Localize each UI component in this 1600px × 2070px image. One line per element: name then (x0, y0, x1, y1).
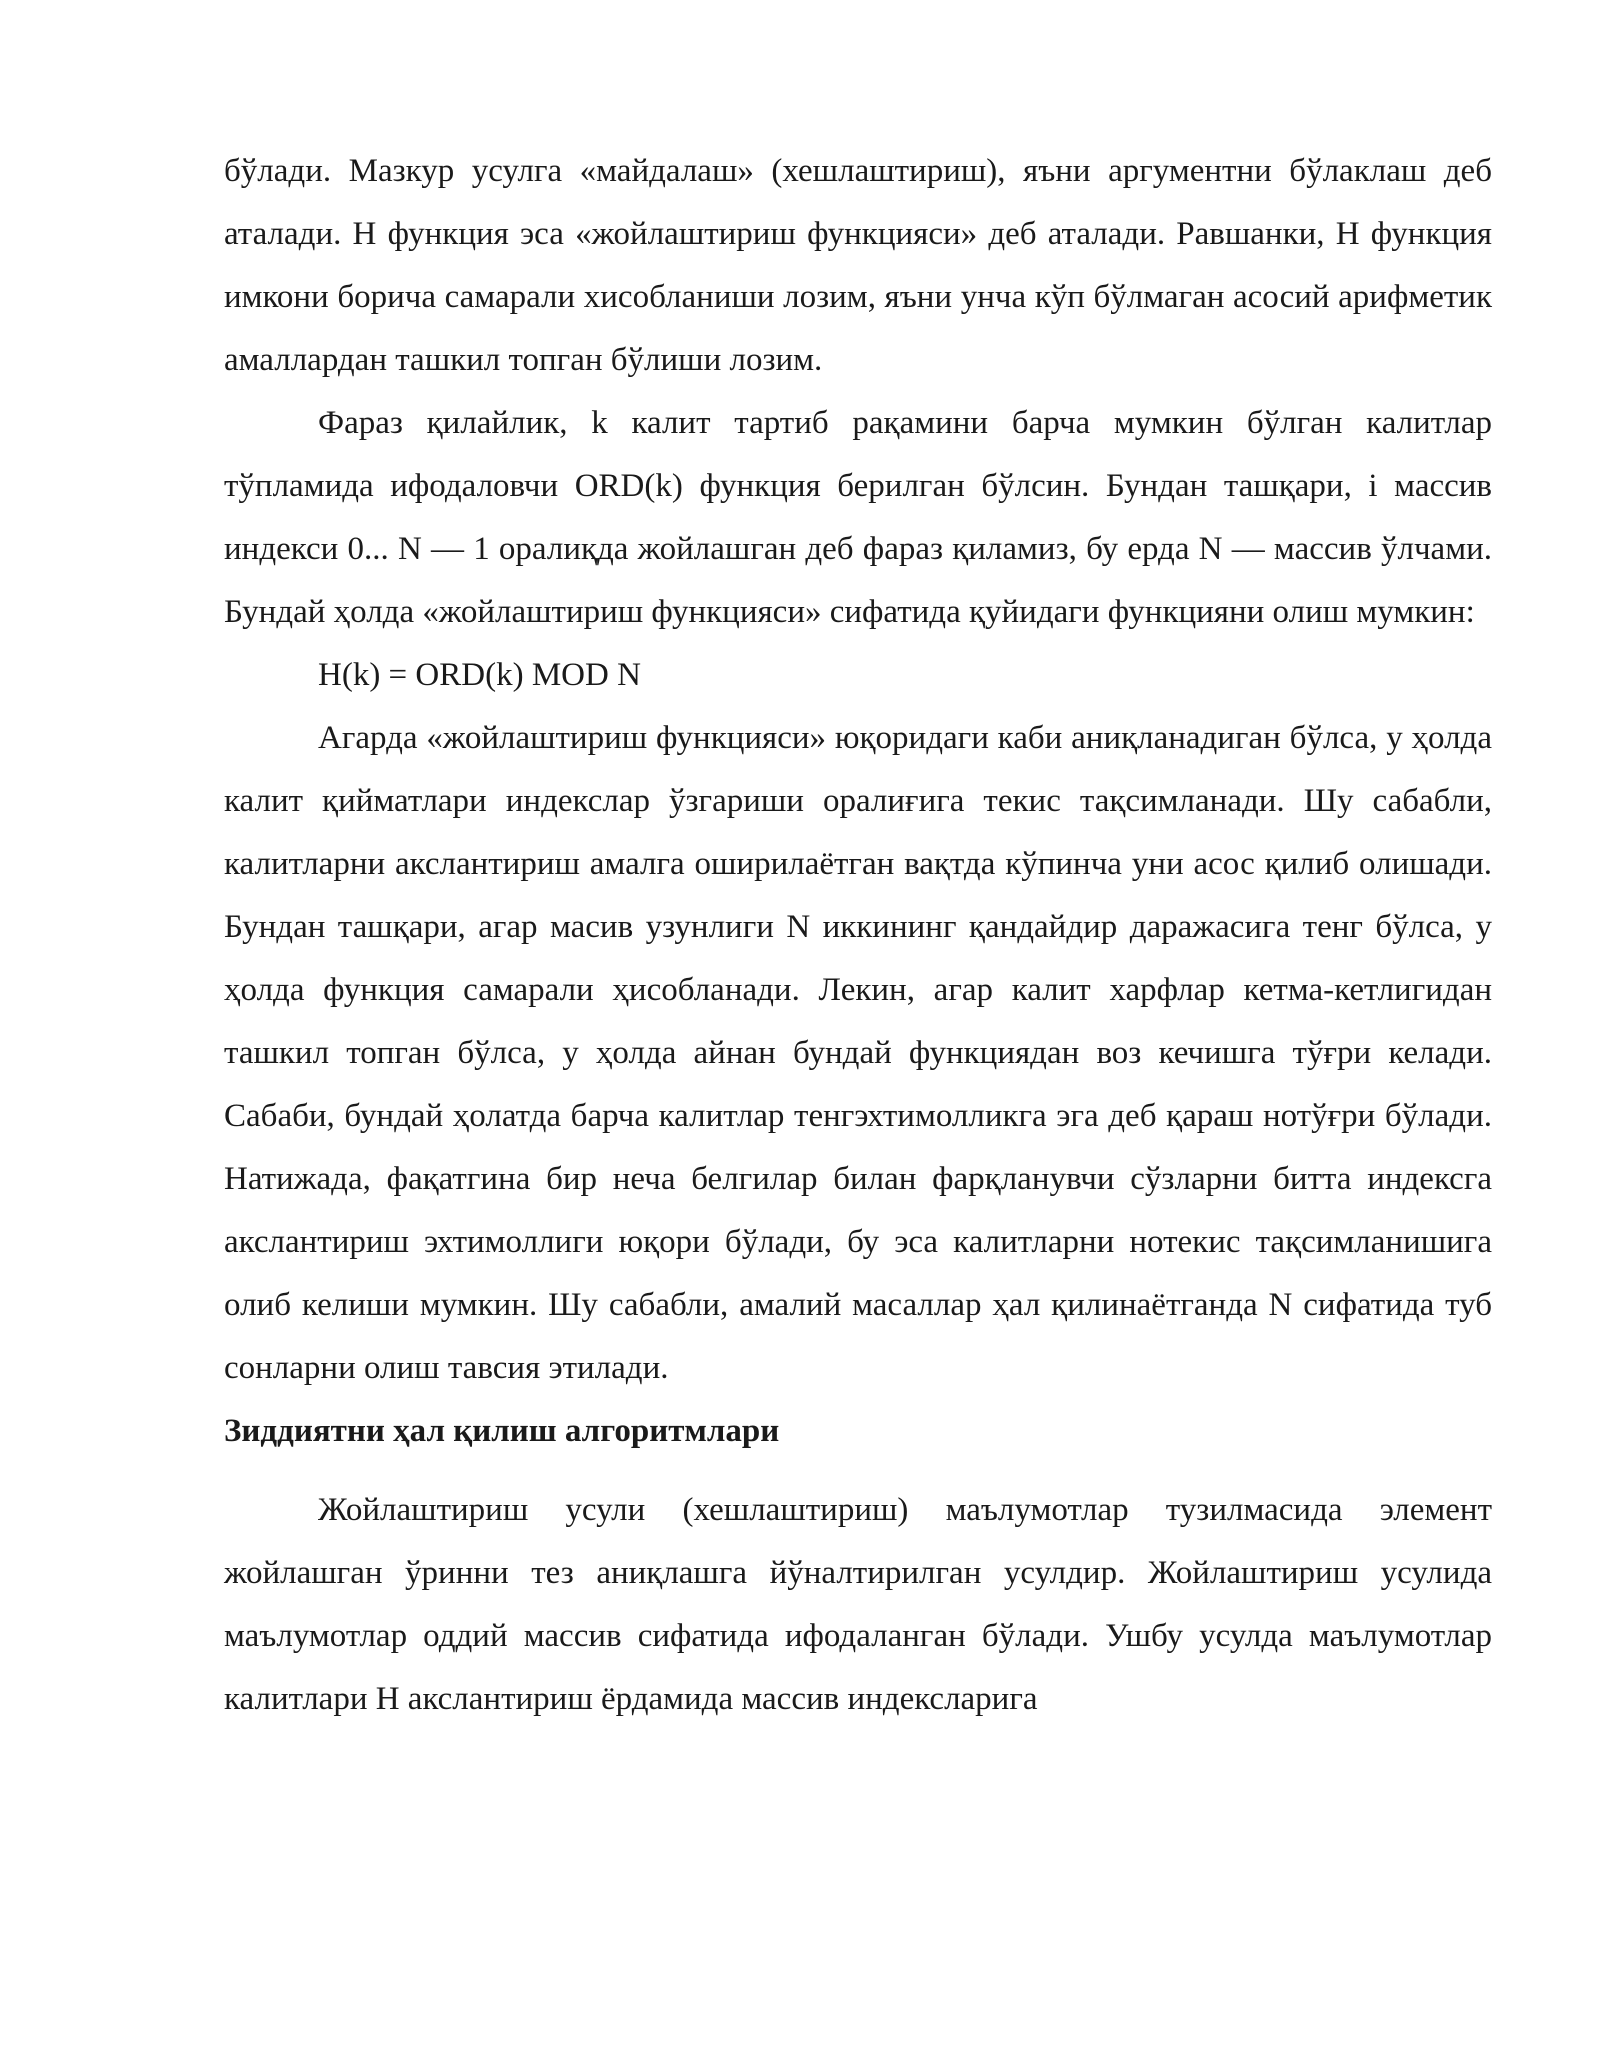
paragraph-hashing-method: Жойлаштириш усули (хешлаштириш) маълумотлар тузилмасида элемент жойлашган ўринни тез аниқлашга йўналтирилган усулдир. Жойлаштириш усулида маълумотлар оддий массив сифатида ифодаланган бўлади. Ушбу усулда маълумотлар калитлари H акслантириш ёрдамида массив индексларига (224, 1492, 1492, 1717)
section-heading-conflict-resolution: Зиддиятни ҳал қилиш алгоритмлари (224, 1413, 780, 1449)
document-body (224, 140, 1492, 1731)
paragraph-key-distribution: Агарда «жойлаштириш функцияси» юқоридаги каби аниқланадиган бўлса, у ҳолда калит қийматлари индекслар ўзгариши оралиғига текис тақсимланади. Шу сабабли, калитларни акслантириш амалга оширилаётган вақтда кўпинча уни асос қилиб олишади. Бундан ташқари, агар масив узунлиги N иккининг қандайдир даражасига тенг бўлса, у ҳолда функция самарали ҳисобланади. Лекин, агар калит харфлар кетма-кетлигидан ташкил топган бўлса, у ҳолда айнан бундай функциядан воз кечишга тўғри келади. Сабаби, бундай ҳолатда барча калитлар тенгэхтимолликга эга деб қараш нотўғри бўлади. Натижада, фақатгина бир неча белгилар билан фарқланувчи сўзларни битта индексга акслантириш эхтимоллиги юқори бўлади, бу эса калитларни нотекис тақсимланишига олиб келиши мумкин. Шу сабабли, амалий масаллар ҳал қилинаётганда N сифатида туб сонларни олиш тавсия этилади. (224, 720, 1492, 1386)
paragraph-ord-function: Фараз қилайлик, k калит тартиб рақамини барча мумкин бўлган калитлар тўпламида ифодаловчи ORD(k) функция берилган бўлсин. Бундан ташқари, i массив индекси 0... N — 1 оралиқда жойлашган деб фараз қиламиз, бу ерда N — массив ўлчами. Бундай ҳолда «жойлаштириш функцияси» сифатида қуйидаги функцияни олиш мумкин: (224, 405, 1492, 630)
formula-hash-function: H(k) = ORD(k) MOD N (318, 657, 641, 693)
paragraph-continuation: бўлади. Мазкур усулга «майдалаш» (хешлаштириш), яъни аргументни бўлаклаш деб аталади. H функция эса «жойлаштириш функцияси» деб аталади. Равшанки, H функция имкони борича самарали хисобланиши лозим, яъни унча кўп бўлмаган асосий арифметик амаллардан ташкил топган бўлиши лозим. (224, 153, 1492, 378)
